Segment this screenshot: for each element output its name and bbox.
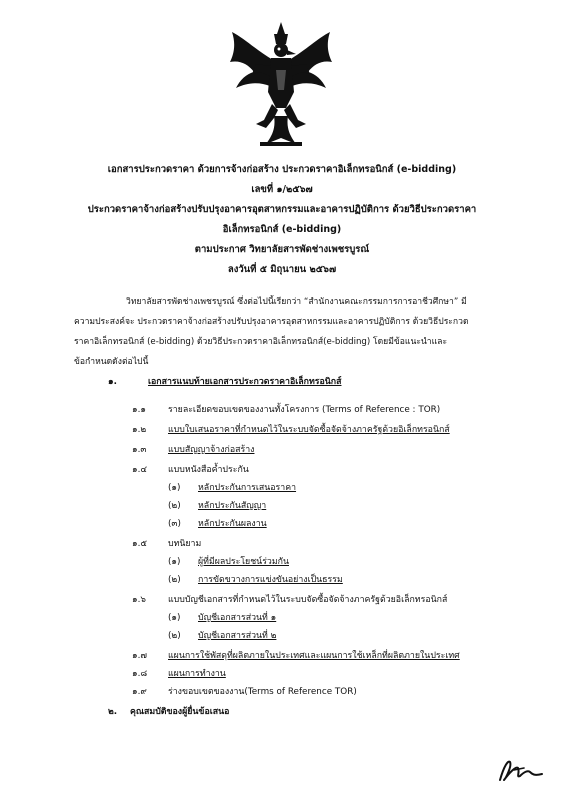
- doc-announcement: ตามประกาศ วิทยาลัยสารพัดช่างเพชรบูรณ์: [194, 244, 370, 255]
- item-text: ร่างขอบเขตของงาน(Terms of Reference TOR): [168, 687, 357, 697]
- item-text: แบบหนังสือค้ำประกัน: [168, 465, 249, 475]
- doc-date: ลงวันที่ ๕ มิถุนายน ๒๕๖๗: [227, 264, 337, 275]
- intro-line: ความประสงค์จะ ประกวดราคาจ้างก่อสร้างปรับปรุงอาคารอุตสาหกรรมและอาคารปฏิบัติการ ด้วยวิธีประกวด: [74, 317, 469, 327]
- sub-item-number: (๓): [168, 519, 181, 529]
- item-text: แบบสัญญาจ้างก่อสร้าง: [168, 445, 255, 455]
- section-2-number: ๒.: [108, 707, 118, 717]
- item-number: ๑.๘: [132, 669, 148, 679]
- item-text: แบบบัญชีเอกสารที่กำหนดไว้ในระบบจัดซื้อจัดจ้างภาครัฐด้วยอิเล็กทรอนิกส์: [168, 595, 448, 605]
- intro-line: ราคาอิเล็กทรอนิกส์ (e-bidding) ด้วยวิธีประกวดราคาอิเล็กทรอนิกส์(e-bidding) โดยมีข้อแนะนำและ: [74, 337, 448, 347]
- sub-item-text: บัญชีเอกสารส่วนที่ ๒: [198, 631, 277, 641]
- sub-item-number: (๒): [168, 501, 181, 511]
- intro-line: ข้อกำหนดดังต่อไปนี้: [74, 357, 149, 367]
- item-number: ๑.๖: [132, 595, 146, 605]
- sub-item-number: (๒): [168, 575, 181, 585]
- item-number: ๑.๑: [132, 405, 146, 415]
- sub-item-text: หลักประกันการเสนอราคา: [198, 483, 297, 493]
- item-text: แบบใบเสนอราคาที่กำหนดไว้ในระบบจัดซื้อจัดจ้างภาครัฐด้วยอิเล็กทรอนิกส์: [168, 425, 450, 435]
- doc-title: เอกสารประกวดราคา ด้วยการจ้างก่อสร้าง ประกวดราคาอิเล็กทรอนิกส์ (e-bidding): [107, 164, 457, 175]
- doc-subject-cont: อิเล็กทรอนิกส์ (e-bidding): [222, 224, 342, 235]
- doc-subject: ประกวดราคาจ้างก่อสร้างปรับปรุงอาคารอุตสาหกรรมและอาคารปฏิบัติการ ด้วยวิธีประกวดราคา: [87, 204, 477, 215]
- sub-item-text: ผู้ที่มีผลประโยชน์ร่วมกัน: [198, 557, 289, 567]
- doc-number: เลขที่ ๑/๒๕๖๗: [251, 184, 313, 195]
- sub-item-text: การขัดขวางการแข่งขันอย่างเป็นธรรม: [198, 575, 343, 585]
- sub-item-number: (๑): [168, 557, 181, 567]
- item-text: แผนการทำงาน: [168, 669, 226, 679]
- sub-item-number: (๑): [168, 483, 181, 493]
- item-text: บทนิยาม: [168, 539, 202, 549]
- handwritten-signature-icon: [494, 756, 546, 786]
- intro-line: วิทยาลัยสารพัดช่างเพชรบูรณ์ ซึ่งต่อไปนี้เรียกว่า “สำนักงานคณะกรรมการการอาชีวศึกษา” มี: [126, 297, 467, 307]
- intro-paragraph: [74, 292, 526, 372]
- sub-item-number: (๑): [168, 613, 181, 623]
- sub-item-text: หลักประกันผลงาน: [198, 519, 267, 529]
- section-2-title: คุณสมบัติของผู้ยื่นข้อเสนอ: [130, 707, 230, 717]
- item-number: ๑.๗: [132, 651, 147, 661]
- item-number: ๑.๔: [132, 465, 148, 475]
- garuda-emblem-icon: [226, 20, 336, 150]
- item-number: ๑.๓: [132, 445, 147, 455]
- sub-item-number: (๒): [168, 631, 181, 641]
- section-1-title: เอกสารแนบท้ายเอกสารประกวดราคาอิเล็กทรอนิกส์: [148, 377, 342, 387]
- item-text: รายละเอียดขอบเขตของงานทั้งโครงการ (Terms of Reference : TOR): [168, 405, 441, 415]
- item-text: แผนการใช้พัสดุที่ผลิตภายในประเทศและแผนการใช้เหล็กที่ผลิตภายในประเทศ: [168, 651, 460, 661]
- sub-item-text: บัญชีเอกสารส่วนที่ ๑: [198, 613, 277, 623]
- item-number: ๑.๙: [132, 687, 147, 697]
- section-1-number: ๑.: [108, 377, 117, 387]
- item-number: ๑.๕: [132, 539, 148, 549]
- item-number: ๑.๒: [132, 425, 147, 435]
- sub-item-text: หลักประกันสัญญา: [198, 501, 267, 511]
